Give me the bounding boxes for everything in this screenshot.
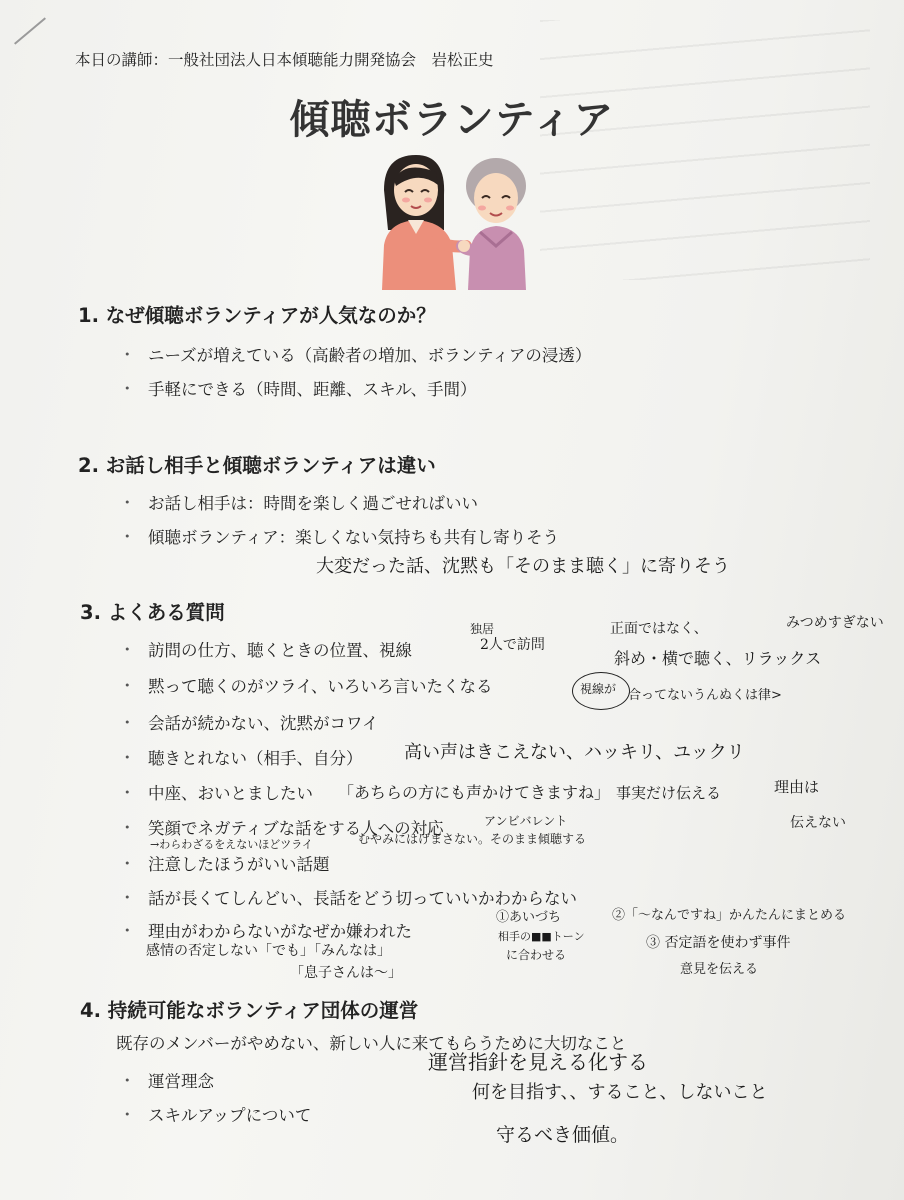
bullet-item: ・ スキルアップについて [148,1102,311,1126]
section-heading-4: 4. 持続可能なボランティア団体の運営 [80,999,419,1022]
handwritten-note: みつめすぎない [786,615,884,631]
bullet-dot: ・ [119,921,136,940]
bullet-dot: ・ [119,640,136,659]
bullet-item: ・ 聴きとれない（相手、自分） [148,745,363,769]
bullet-dot: ・ [119,713,136,732]
bullet-dot: ・ [119,379,136,398]
handwritten-note: 正面ではなく、 [610,621,708,637]
bullet-dot: ・ [119,783,136,802]
handwritten-note: 相手の■■トーン [498,930,585,943]
bullet-dot: ・ [119,818,136,837]
handwritten-note: に合わせる [506,948,567,962]
handwritten-note: 斜め・横で聴く、リラックス [614,649,822,668]
handwritten-note: 伝えない [790,815,846,831]
handwritten-note: ②「〜なんですね」かんたんにまとめる [612,908,847,923]
bullet-item: ・ 中座、おいとましたい [148,780,313,804]
handwritten-note: 「息子さんは〜」 [290,965,402,981]
section-heading-3: 3. よくある質問 [80,601,225,624]
bullet-item: ・ 会話が続かない、沈黙がコワイ [148,710,379,734]
paper-fold-mark [14,17,46,44]
handwritten-note: 運営指針を見える化する [428,1050,648,1074]
bullet-dot: ・ [119,493,136,512]
bullet-item: ・ 理由がわからないがなぜか嫌われた [148,918,412,942]
bullet-item: ・ 運営理念 [148,1068,214,1092]
section-intro: 既存のメンバーがやめない、新しい人に来てもらうために大切なこと [116,1034,627,1053]
bullet-dot: ・ [119,345,136,364]
handwritten-note: 合ってないうんぬくは律> [628,688,782,703]
handwritten-note: 「あちらの方にも声かけてきますね」 [338,783,611,802]
bullet-item: ・ 傾聴ボランティア：楽しくない気持ちも共有し寄りそう [148,524,559,548]
handwritten-note: 理由は [774,778,820,796]
bullet-item: ・ 話が長くてしんどい、長話をどう切っていいかわからない [148,885,577,909]
page-title: 傾聴ボランティア [289,97,615,143]
handwritten-note: 2人で訪問 [480,637,545,653]
handwritten-note: 意見を伝える [680,962,759,977]
volunteer-and-elderly-woman-illustration [374,150,544,294]
handwritten-note: 何を目指す、、すること、しないこと [472,1082,768,1103]
bullet-dot: ・ [119,676,136,695]
bullet-dot: ・ [119,888,136,907]
bullet-dot: ・ [119,527,136,546]
handwritten-note: アンビバレント [484,814,568,828]
lecturer-line: 本日の講師：一般社団法人日本傾聴能力開発協会 岩松正史 [75,51,494,69]
bullet-item: ・ お話し相手は：時間を楽しく過ごせればいい [148,490,478,514]
handwritten-note: ①あいづち [496,910,562,925]
handwritten-note: ③ 否定語を使わず事件 [646,935,791,951]
section-heading-2: 2. お話し相手と傾聴ボランティアは違い [78,454,436,477]
handwritten-note: むやみにはげまさない。そのまま傾聴する [358,832,587,846]
bullet-item: ・ 黙って聴くのがツライ、いろいろ言いたくなる [148,673,493,697]
show-through-text [540,20,870,280]
handwritten-note: →わらわざるをえないほどツライ [150,838,313,851]
bullet-dot: ・ [119,854,136,873]
handwritten-note: 独居 [470,622,495,636]
handwritten-note: 感情の否定しない「でも」「みんなは」 [146,943,391,959]
bullet-dot: ・ [119,1105,136,1124]
handwritten-note: 高い声はきこえない、ハッキリ、ユックリ [404,742,745,763]
bullet-item: ・ 訪問の仕方、聴くときの位置、視線 [148,637,412,661]
bullet-item: ・ ニーズが増えている（高齢者の増加、ボランティアの浸透） [148,342,591,366]
handwritten-note: 事実だけ伝える [616,784,722,802]
section-heading-1: 1. なぜ傾聴ボランティアが人気なのか？ [78,304,436,327]
bullet-item: ・ 注意したほうがいい話題 [148,851,330,875]
handwritten-note: 守るべき価値。 [496,1124,630,1146]
handwritten-note: 大変だった話、沈黙も「そのまま聴く」に寄りそう [316,556,730,577]
bullet-item: ・ 笑顔でネガティブな話をする人への対応 [148,815,444,839]
bullet-dot: ・ [119,1071,136,1090]
bullet-dot: ・ [119,748,136,767]
bullet-item: ・ 手軽にできる（時間、距離、スキル、手間） [148,376,477,400]
handwritten-note: 視線が [580,682,617,696]
